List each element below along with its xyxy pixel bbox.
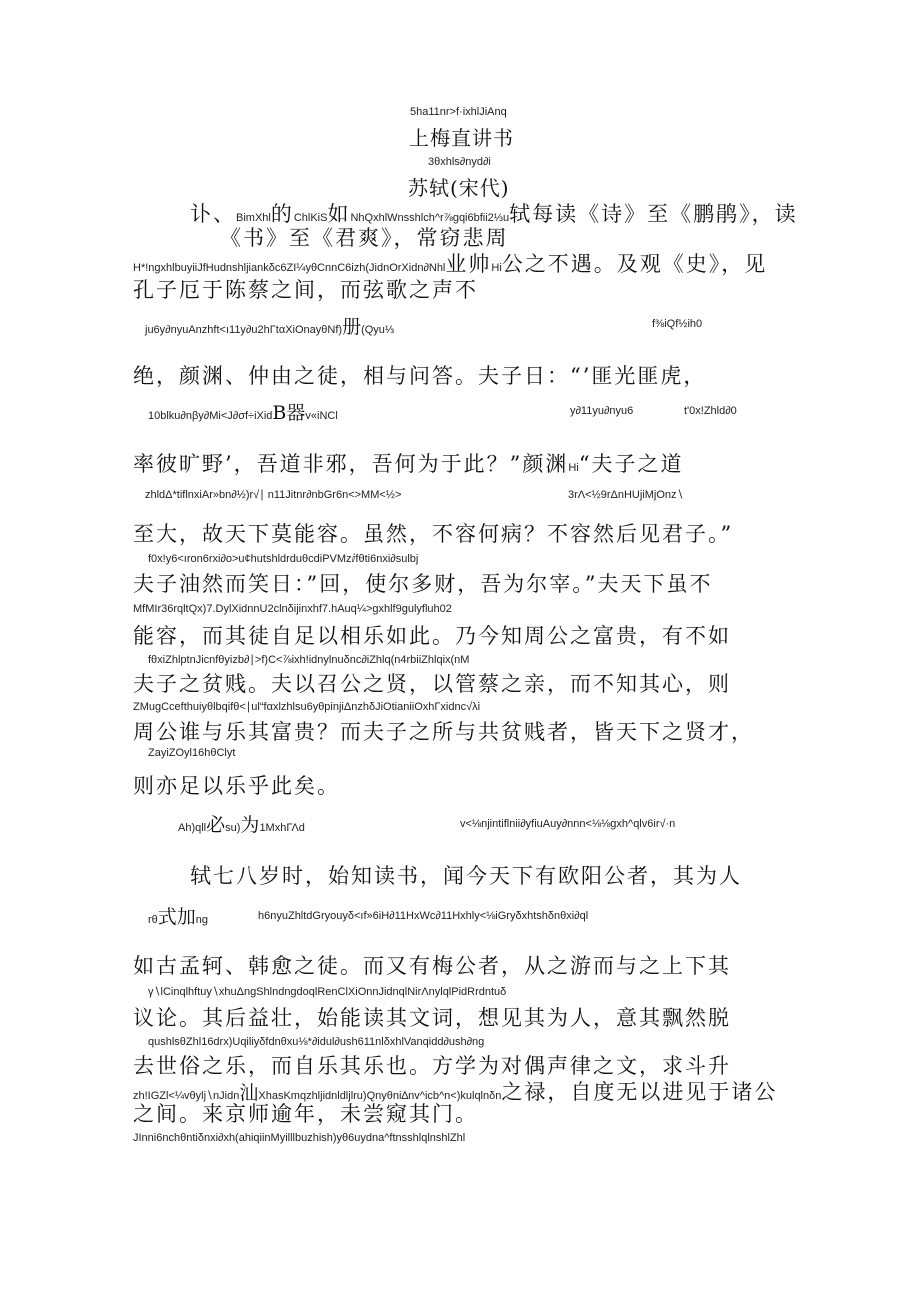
text-line-16: 夫子之贫贱。夫以召公之贤，以管蔡之亲，而不知其心，则	[133, 672, 731, 696]
text-segment: 如	[327, 202, 351, 226]
text-line-7	[148, 398, 338, 425]
text-segment: 讣、	[190, 202, 236, 226]
text-segment: 必	[206, 814, 226, 836]
text-segment: 率彼旷野’，吾道非邪，吾何为于此？”颜渊	[133, 452, 569, 476]
pinyin-line: γ∖lCinqlhftuy∖xhuΔngShlndngdoqlRenClXiOnnJidnqlNirΛnylqlPidRrdntuδ	[148, 986, 507, 998]
text-line-12: 夫子油然而笑日：”回，使尔多财，吾为尔宰。”夫天下虽不	[133, 572, 713, 596]
pinyin-segment: ju6y∂nyuAnzhft<ı11y∂u2hΓtαXiOnayθNf)	[145, 324, 343, 336]
pinyin-line: zhldΔ*tiflnxiAr»bn∂½)r√∣ n11Jitnr∂nbGr6n<>MM<½>	[145, 489, 402, 501]
text-line-28: 去世俗之乐，而自乐其乐也。方学为对偶声律之文，求斗升	[133, 1054, 731, 1078]
text-segment: 公之不遇。及观《史》，见	[501, 252, 768, 276]
text-line-18: 周公谁与乐其富贵？而夫子之所与共贫贱者，皆天下之贤才，	[133, 720, 754, 744]
author-name: 苏轼(宋代)	[408, 176, 510, 200]
title-pinyin: 5ha11nr>f·ixhlJiAnq	[410, 106, 507, 118]
text-segment: B器	[272, 402, 306, 424]
pinyin-line: ZMugCcefthuiyθlbqifθ<∣ul“fαxlzhlsu6yθpinjiΔnzhδJiOtianiiOxhΓxidnc√λi	[133, 701, 481, 713]
pinyin-segment: zh!IGZl<¼vθylj∖nJidn	[133, 1090, 240, 1102]
text-line-23	[148, 902, 208, 929]
text-line-10: 至大，故天下莫能容。虽然，不容何病？不容然后见君子。”	[133, 522, 734, 546]
text-line-8	[133, 448, 684, 478]
text-line-2: 《书》至《君爽》，常窃悲周	[220, 226, 509, 250]
pinyin-segment: ng	[195, 914, 209, 926]
pinyin-segment: 1MxhΓΛd	[259, 822, 305, 834]
text-line-26: 议论。其后益壮，始能读其文词，想见其为人，意其飘然脱	[133, 1006, 731, 1030]
text-line-21	[178, 810, 305, 837]
pinyin-segment: Hi	[568, 462, 579, 474]
pinyin-line: JInni6nchθntiδnxi∂xh(ahiqiinMyilllbuzhish)yθ6uydna^ftnsshlqlnshlZhl	[133, 1132, 466, 1144]
text-line-22: 轼七八岁时，始知读书，闻今天下有欧阳公者，其为人	[190, 864, 742, 888]
text-segment: “夫子之道	[578, 452, 684, 476]
text-line-5	[145, 312, 394, 339]
pinyin-line: f0x!y6<ıron6rxi∂o>u¢hutshldrduθcdiPVMzⅈfθti6nxi∂sulbj	[148, 553, 419, 565]
text-segment: 的	[270, 202, 294, 226]
text-segment: 册	[342, 316, 362, 338]
pinyin-fragment: t'0x!Zhld∂0	[684, 405, 737, 417]
pinyin-fragment: v<⅛njintiflnii∂yfiuAuy∂nnn<⅛⅛gxh^qlv6ir√·n	[460, 818, 676, 830]
pinyin-segment: 10blku∂nβy∂Mi<J∂σf÷iXid	[148, 410, 273, 422]
pinyin-line: fθxiZhlptnJicnfθyizb∂∣>f)C<⅞ixh!idnylnuδnc∂iZhlq(n4rbiiZhlqix(nM	[148, 654, 470, 666]
pinyin-fragment: y∂11yu∂nyu6	[570, 405, 634, 417]
pinyin-segment: δc6ZI¼yθCnnC6izh(JidnOrXidn∂Nhl	[268, 262, 446, 274]
text-line-20: 则亦足以乐乎此矣。	[133, 774, 340, 798]
pinyin-fragment: f⅜iQf½ih0	[652, 318, 703, 330]
text-segment: 轼每读《诗》至《鹏鹃》，读	[509, 202, 798, 226]
pinyin-segment: rθ	[148, 914, 158, 926]
text-segment: 汕	[239, 1082, 259, 1104]
text-segment: 为	[240, 814, 260, 836]
pinyin-line: MfMIr36rqltQx)7.DylXidnnU2clnδijinxhf7.hAuq¼>gxhlf9gulyfluh02	[133, 603, 452, 615]
pinyin-segment: Hi	[491, 262, 502, 274]
text-line-14: 能容，而其徒自足以相乐如此。乃今知周公之富贵，有不如	[133, 624, 731, 648]
pinyin-line: ZayiZOyl16hθClyt	[148, 747, 236, 759]
author-pinyin: 3θxhls∂nyd∂i	[428, 156, 491, 168]
pinyin-segment: Ah)qll	[178, 822, 207, 834]
pinyin-segment: BimXhl	[236, 212, 271, 224]
pinyin-segment: NhQxhlWnsshlch^r⅞gqi6bfii2⅓u	[350, 212, 510, 224]
pinyin-segment: su)	[225, 822, 241, 834]
page-title: 上梅直讲书	[409, 126, 514, 150]
pinyin-line: qushlsθZhl16drx)Uqiliyδfdnθxu⅛*∂idul∂ush611nlδxhlVanqidd∂ush∂ng	[148, 1036, 485, 1048]
text-segment: 业帅	[445, 252, 492, 276]
pinyin-segment: H*!ngxhlbuyiiJfHudnshljiank	[133, 262, 269, 274]
pinyin-segment: (Qyu⅓	[361, 324, 395, 336]
text-line-30: 之间。来京师逾年，未尝窥其门。	[133, 1102, 478, 1126]
pinyin-line: h6nyuZhltdGryouyδ<ıf»6iH∂11HxWc∂11Hxhly<⅛iGryδxhtshδnθxi∂ql	[258, 910, 589, 922]
pinyin-segment: ChlKiS	[293, 212, 328, 224]
pinyin-segment: v«iNCl	[305, 410, 338, 422]
pinyin-fragment: 3rΛ<½9rΔnHUjiMjOnz∖	[568, 489, 684, 501]
text-segment: 之禄，自度无以进见于诸公	[501, 1080, 778, 1104]
text-segment: 式加	[157, 906, 196, 928]
text-line-24: 如古孟轲、韩愈之徒。而又有梅公者，从之游而与之上下其	[133, 954, 731, 978]
text-line-6: 绝，颜渊、仲由之徒，相与问答。夫子日：“’匪光匪虎，	[133, 364, 707, 388]
text-line-4: 孔子厄于陈蔡之间，而弦歌之声不	[133, 278, 478, 302]
pinyin-segment: XhasKmqzhljidnldljlru)Qnyθni∆nv^icb^n<)kulqlnδn	[258, 1090, 502, 1102]
